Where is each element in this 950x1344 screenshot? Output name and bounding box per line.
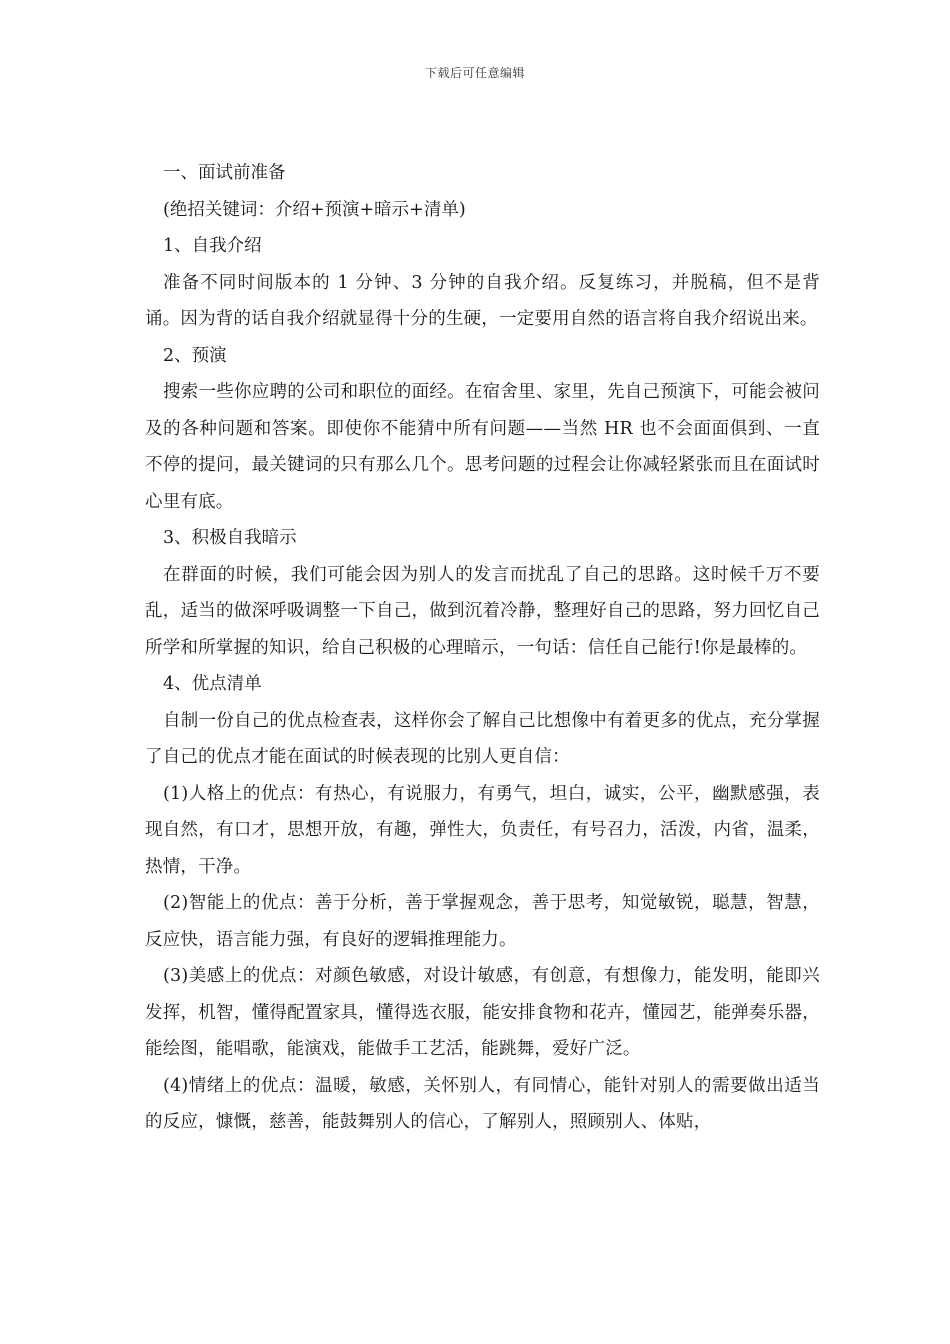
paragraph-rehearsal: 搜索一些你应聘的公司和职位的面经。在宿舍里、家里，先自己预演下，可能会被问及的各种问题和答案。即使你不能猜中所有问题——当然 HR 也不会面面俱到、一直不停的提问，最关键词的只有那么几个。思考问题的过程会让你减轻紧张而且在面试时心里有底。 — [145, 382, 820, 512]
subsection-title-strengths-list: 4、优点清单 — [163, 674, 262, 694]
list-item-personality-strengths: (1)人格上的优点：有热心，有说服力，有勇气，坦白，诚实，公平，幽默感强，表现自然，有口才，思想开放，有趣，弹性大，负责任，有号召力，活泼，内省，温柔，热情，干净。 — [145, 783, 820, 877]
subsection-title-rehearsal: 2、预演 — [163, 345, 227, 366]
page-header-watermark: 下载后可任意编辑 — [424, 66, 525, 80]
keywords-line: (绝招关键词：介绍+预演+暗示+清单) — [163, 199, 466, 220]
subsection-title-self-intro: 1、自我介绍 — [163, 236, 262, 256]
list-item-intellect-strengths: (2)智能上的优点：善于分析，善于掌握观念，善于思考，知觉敏锐，聪慧，智慧， 反应快，语言能力强，有良好的逻辑推理能力。 — [145, 893, 820, 950]
subsection-title-self-suggestion: 3、积极自我暗示 — [163, 528, 297, 548]
list-item-emotional-strengths: (4)情绪上的优点：温暖，敏感，关怀别人，有同情心，能针对别人的需要做出适当的反应，慷慨，慈善，能鼓舞别人的信心，了解别人，照顾别人、体贴， — [145, 1075, 820, 1132]
paragraph-self-intro: 准备不同时间版本的 1 分钟、3 分钟的自我介绍。反复练习，并脱稿，但不是背诵。因为背的话自我介绍就显得十分的生硬，一定要用自然的语言将自我介绍说出来。 — [145, 272, 820, 329]
paragraph-strengths-list: 自制一份自己的优点检查表，这样你会了解自己比想像中有着更多的优点，充分掌握了自己的优点才能在面试的时候表现的比别人更自信： — [145, 710, 820, 767]
document-body — [145, 155, 820, 1141]
paragraph-self-suggestion: 在群面的时候，我们可能会因为别人的发言而扰乱了自己的思路。这时候千万不要乱，适当的做深呼吸调整一下自己，做到沉着冷静，整理好自己的思路，努力回忆自己所学和所掌握的知识，给自己积极的心理暗示，一句话：信任自己能行!你是最棒的。 — [145, 564, 820, 658]
section-title: 一、面试前准备 — [163, 163, 286, 183]
list-item-aesthetic-strengths: (3)美感上的优点：对颜色敏感，对设计敏感，有创意，有想像力，能发明，能即兴发挥，机智，懂得配置家具，懂得选衣服，能安排食物和花卉，懂园艺，能弹奏乐器，能绘图，能唱歌，能演戏，能做手工艺活，能跳舞，爱好广泛。 — [145, 966, 820, 1059]
